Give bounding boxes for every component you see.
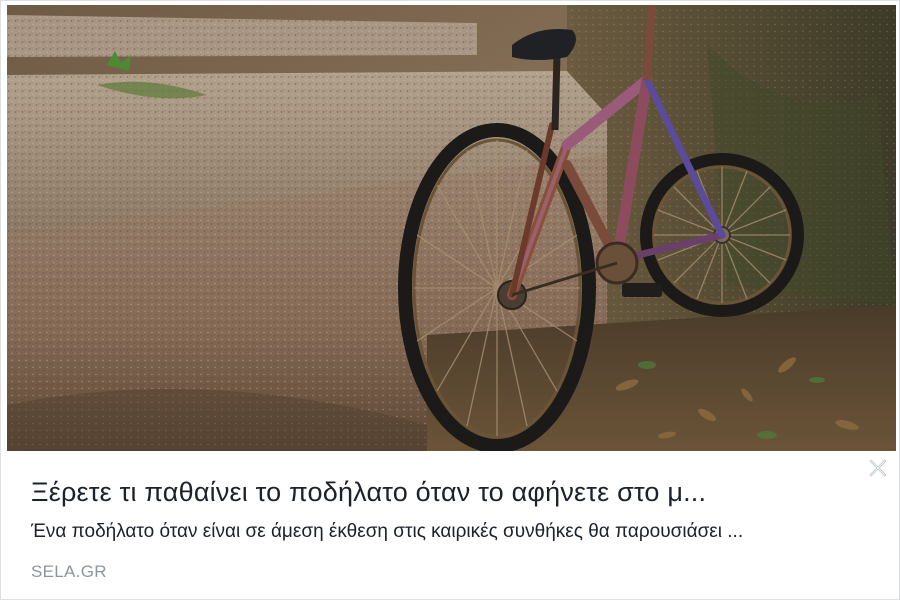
headline-link[interactable]: Ξέρετε τι παθαίνει το ποδήλατο όταν το αφήνετε στο μ... bbox=[31, 477, 707, 507]
source-domain: SELA.GR bbox=[31, 562, 107, 581]
link-description: Ένα ποδήλατο όταν είναι σε άμεση έκθεση στις καιρικές συνθήκες θα παρουσιάσει ... bbox=[31, 521, 744, 542]
article-image[interactable] bbox=[7, 5, 896, 451]
